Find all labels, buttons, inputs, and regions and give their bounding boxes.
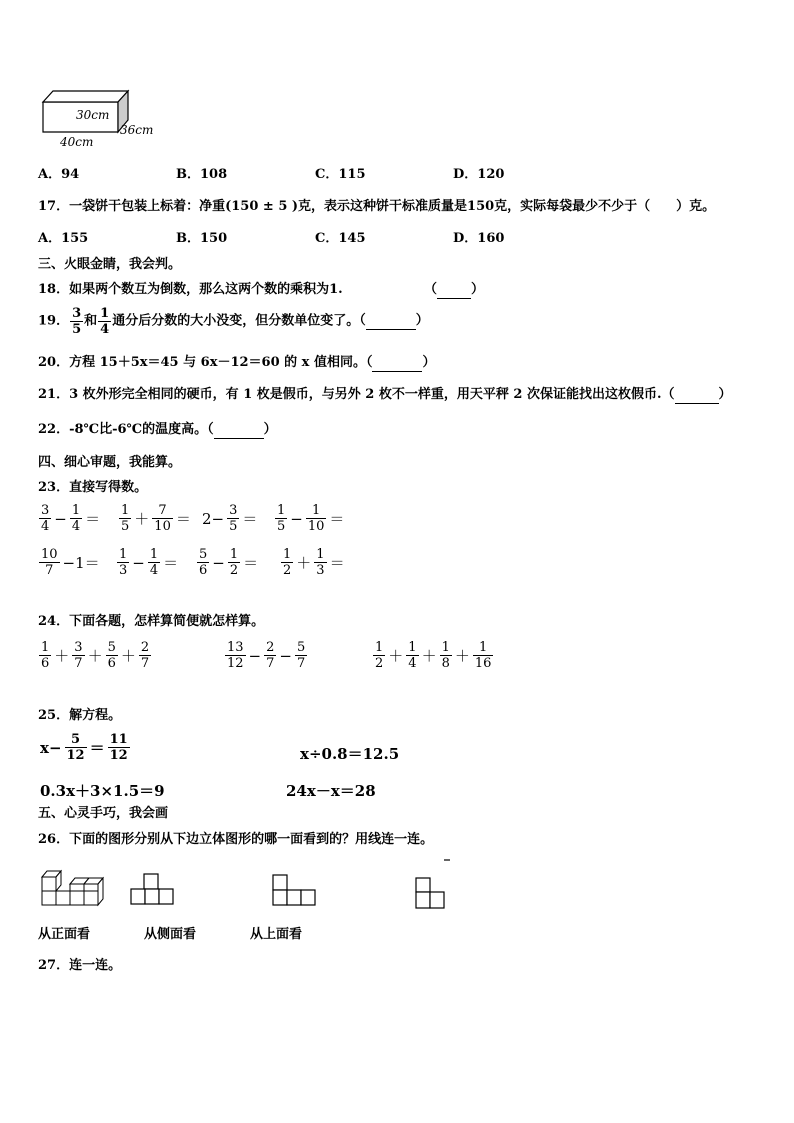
expr-text: ＝: [329, 510, 345, 528]
fraction: $\frac{3}{4}$: [41, 503, 50, 534]
fraction: $\frac{1}{4}$: [100, 306, 110, 337]
expr-text: ＋: [421, 647, 437, 665]
view-label-side: 从侧面看: [144, 927, 197, 942]
expr-text: ＋: [296, 554, 312, 572]
expr-text: ＋: [120, 647, 136, 665]
section-3-heading: 三、火眼金睛，我会判。: [38, 257, 182, 272]
q17-question: 17．一袋饼干包装上标着：净重(150 ± 5 )克，表示这种饼干标准质量是150克，实际每袋最少不少于（ ）克。: [38, 199, 716, 214]
fraction: $\frac{5}{6}$: [107, 640, 116, 671]
q23-expr: [38, 503, 102, 534]
q23-expr: [200, 503, 259, 534]
expr-text: −: [132, 553, 145, 572]
expr-text: −: [279, 646, 292, 665]
q24-heading: 24．下面各题，怎样算简便就怎样算。: [38, 614, 265, 629]
section-5-heading: 五、心灵手巧，我会画: [38, 806, 169, 821]
q24-expr: [224, 640, 308, 671]
q16-option-d[interactable]: D．120: [453, 167, 505, 182]
fraction: $\frac{2}{7}$: [266, 640, 275, 671]
box-height-label: 30cm: [76, 108, 110, 122]
expr-text: x÷0.8＝12.5: [300, 745, 400, 763]
expr-text: ＝: [85, 510, 101, 528]
fraction: $\frac{1}{4}$: [408, 640, 417, 671]
q25-expr: [298, 743, 401, 764]
expr-text: ＝: [242, 510, 258, 528]
expr-text: ＋: [54, 647, 70, 665]
box-length-label: 40cm: [60, 135, 94, 149]
fraction: $\frac{1}{4}$: [149, 547, 159, 578]
q17-option-d[interactable]: D．160: [453, 231, 505, 246]
fraction: $\frac{13}{12}$: [227, 640, 244, 671]
fraction: $\frac{1}{5}$: [121, 503, 130, 534]
expr-text: ＝: [163, 554, 179, 572]
solid-figure: [38, 867, 108, 911]
fraction: $\frac{3}{7}$: [74, 640, 83, 671]
q26-heading: 26．下面的图形分别从下边立体图形的哪一面看到的？用线连一连。: [38, 832, 434, 847]
q19-answer-blank[interactable]: （ ）: [359, 313, 429, 328]
expr-text: x−: [40, 738, 62, 757]
q16-option-c[interactable]: C．115: [315, 167, 366, 182]
expr-text: ＝: [175, 510, 191, 528]
q25-expr: [284, 780, 378, 801]
expr-text: −: [54, 509, 67, 528]
q23-heading: 23．直接写得数。: [38, 480, 148, 495]
q27-heading: 27．连一连。: [38, 958, 122, 973]
expr-text: ＝: [89, 739, 105, 757]
fraction: $\frac{5}{7}$: [296, 640, 306, 671]
q17-option-c[interactable]: C．145: [315, 231, 366, 246]
expr-text: ＋: [454, 647, 470, 665]
q18-answer-blank[interactable]: （ ）: [424, 282, 485, 297]
fraction: $\frac{1}{3}$: [316, 547, 325, 578]
q23-expr: [38, 547, 102, 578]
q17-option-a[interactable]: A．155: [38, 231, 89, 246]
fraction: $\frac{3}{5}$: [72, 306, 82, 337]
fraction: $\frac{7}{10}$: [154, 503, 171, 534]
view-shape-2: [272, 874, 320, 910]
q23-expr: [280, 547, 347, 578]
fraction: $\frac{5}{12}$: [66, 732, 85, 763]
expr-text: ＋: [134, 510, 150, 528]
q25-expr: [38, 732, 131, 763]
q18-question: 18．如果两个数互为倒数，那么这两个数的乘积为1.: [38, 282, 343, 297]
q23-expr: [116, 547, 180, 578]
q19-question: 19． $\frac{3}{5}$ 和 $\frac{1}{4}$ 通分后分数的大小没变，但分数单位变了。（ ）: [38, 306, 429, 337]
expr-text: −1＝: [62, 554, 100, 572]
fraction: $\frac{1}{2}$: [229, 547, 239, 578]
view-label-top: 从上面看: [250, 927, 303, 942]
q17-option-b[interactable]: B．150: [176, 231, 228, 246]
q23-expr: [196, 547, 260, 578]
q20-answer-blank[interactable]: （ ）: [365, 355, 436, 370]
q20-question: 20．方程 15＋5x＝45 与 6x－12＝60 的 x 值相同。（ ）: [38, 355, 436, 370]
expr-text: ＝: [243, 554, 259, 572]
view-label-front: 从正面看: [38, 927, 91, 942]
q25-heading: 25．解方程。: [38, 708, 122, 723]
fraction: $\frac{1}{3}$: [119, 547, 128, 578]
view-shape-1: [130, 872, 178, 908]
fraction: $\frac{1}{2}$: [283, 547, 292, 578]
fraction: $\frac{1}{6}$: [41, 640, 50, 671]
fraction: $\frac{1}{16}$: [474, 640, 492, 671]
fraction: $\frac{2}{7}$: [140, 640, 150, 671]
q22-answer-blank[interactable]: （ ）: [207, 422, 277, 437]
q24-expr: [38, 640, 152, 671]
expr-text: ＋: [87, 647, 103, 665]
section-4-heading: 四、细心审题，我能算。: [38, 455, 182, 470]
fraction: $\frac{10}{7}$: [41, 547, 58, 578]
expr-text: 0.3x＋3×1.5＝9: [40, 782, 165, 800]
q22-question: 22．-8℃比-6℃的温度高。（ ）: [38, 422, 277, 437]
expr-text: 24x－x＝28: [286, 782, 376, 800]
fraction: $\frac{5}{6}$: [199, 547, 208, 578]
expr-text: −: [290, 509, 303, 528]
fraction: $\frac{3}{5}$: [229, 503, 238, 534]
q23-expr: [274, 503, 346, 534]
box-depth-label: 36cm: [120, 123, 154, 137]
q16-option-a[interactable]: A．94: [38, 167, 80, 182]
cuboid-figure: [38, 88, 158, 150]
fraction: $\frac{11}{12}$: [109, 732, 128, 763]
expr-text: ＝: [329, 554, 345, 572]
expr-text: −: [248, 646, 262, 665]
q23-expr: [118, 503, 193, 534]
expr-text: 2−: [202, 509, 225, 528]
q25-expr: [38, 780, 167, 801]
fraction: $\frac{1}{4}$: [71, 503, 81, 534]
fraction: $\frac{1}{8}$: [441, 640, 450, 671]
expr-text: −: [212, 553, 225, 572]
fraction: $\frac{1}{2}$: [375, 640, 384, 671]
expr-text: ＋: [388, 647, 404, 665]
view-shape-3: [412, 858, 452, 912]
fraction: $\frac{1}{10}$: [307, 503, 325, 534]
q21-answer-blank[interactable]: （ ）: [661, 387, 732, 402]
fraction: $\frac{1}{5}$: [277, 503, 286, 534]
q21-question: 21．3 枚外形完全相同的硬币，有 1 枚是假币，与另外 2 枚不一样重，用天平秤 2 次保证能找出这枚假币.（ ）: [38, 387, 732, 402]
q24-expr: [372, 640, 494, 671]
q16-option-b[interactable]: B．108: [176, 167, 228, 182]
